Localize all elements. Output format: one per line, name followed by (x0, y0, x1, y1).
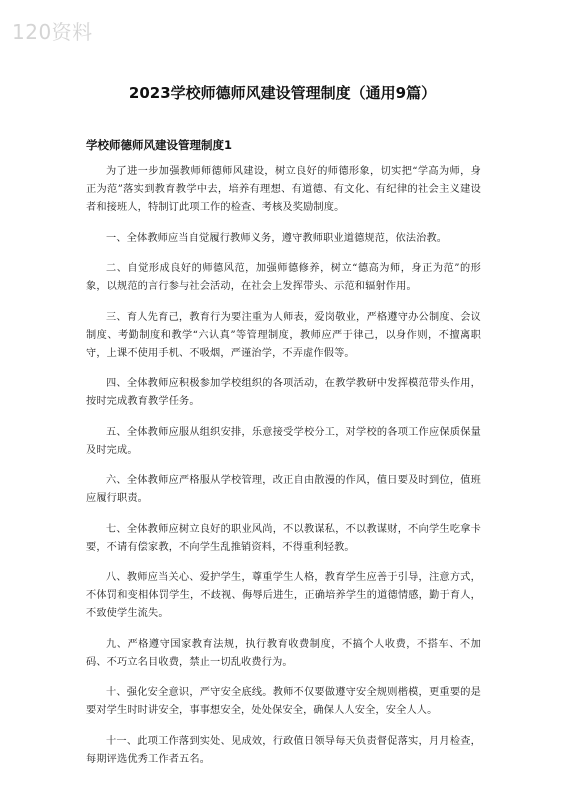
paragraph-11: 十一、此项工作落到实处、见成效，行政值日领导每天负责督促落实，月月检查，每期评选优秀工作者五名。 (86, 735, 481, 765)
watermark: 120资料 (12, 20, 93, 44)
paragraph-9: 九、严格遵守国家教育法规，执行教育收费制度，不搞个人收费，不搭车、不加码、不巧立名目收费，禁止一切乱收费行为。 (86, 638, 481, 668)
paragraph-8: 八、教师应当关心、爱护学生，尊重学生人格，教育学生应善于引导，注意方式，不体罚和变相体罚学生，不歧视、侮辱后进生，正确培养学生的道德情感，勤于育人，不致使学生流失。 (86, 572, 481, 619)
paragraph-6: 六、全体教师应严格服从学校管理，改正自由散漫的作风，值日要及时到位，值班应履行职责。 (86, 475, 481, 504)
paragraph-7: 七、全体教师应树立良好的职业风尚，不以教谋私，不以教谋财，不向学生吃拿卡要，不请有偿家教，不向学生乱推销资料，不得重利轻教。 (86, 523, 481, 553)
document-body (86, 163, 481, 781)
paragraph-4: 四、全体教师应积极参加学校组织的各项活动，在教学教研中发挥模范带头作用，按时完成教育教学任务。 (86, 378, 481, 407)
paragraph-intro: 为了进一步加强教师师德师风建设，树立良好的师德形象，切实把“学高为师，身正为范”落实到教育教学中去，培养有理想、有道德、有文化、有纪律的社会主义建设者和接班人，特制订此项工作的检查、考核及奖励制度。 (86, 166, 481, 213)
paragraph-2: 二、自觉形成良好的师德风范，加强师德修养，树立“德高为师，身正为范”的形象，以规范的言行参与社会活动，在社会上发挥带头、示范和辐射作用。 (86, 263, 481, 292)
document-title: 2023学校师德师风建设管理制度（通用9篇） (128, 84, 437, 102)
paragraph-1: 一、全体教师应当自觉履行教师义务，遵守教师职业道德规范，依法治教。 (106, 232, 448, 244)
section-heading: 学校师德师风建设管理制度1 (86, 138, 233, 152)
paragraph-5: 五、全体教师应服从组织安排，乐意接受学校分工，对学校的各项工作应保质保量及时完成。 (86, 426, 481, 456)
paragraph-3: 三、育人先育己，教育行为要注重为人师表，爱岗敬业，严格遵守办公制度、会议制度、考勤制度和教学“六认真”等管理制度，教师应严于律己，以身作则，不擅离职守，上课不使用手机、不吸烟，严谨治学，不弄虚作假等。 (86, 311, 481, 359)
paragraph-10: 十、强化安全意识，严守安全底线。教师不仅要做遵守安全规则楷模，更重要的是要对学生时时讲安全，事事想安全，处处保安全，确保人人安全，安全人人。 (86, 687, 481, 716)
